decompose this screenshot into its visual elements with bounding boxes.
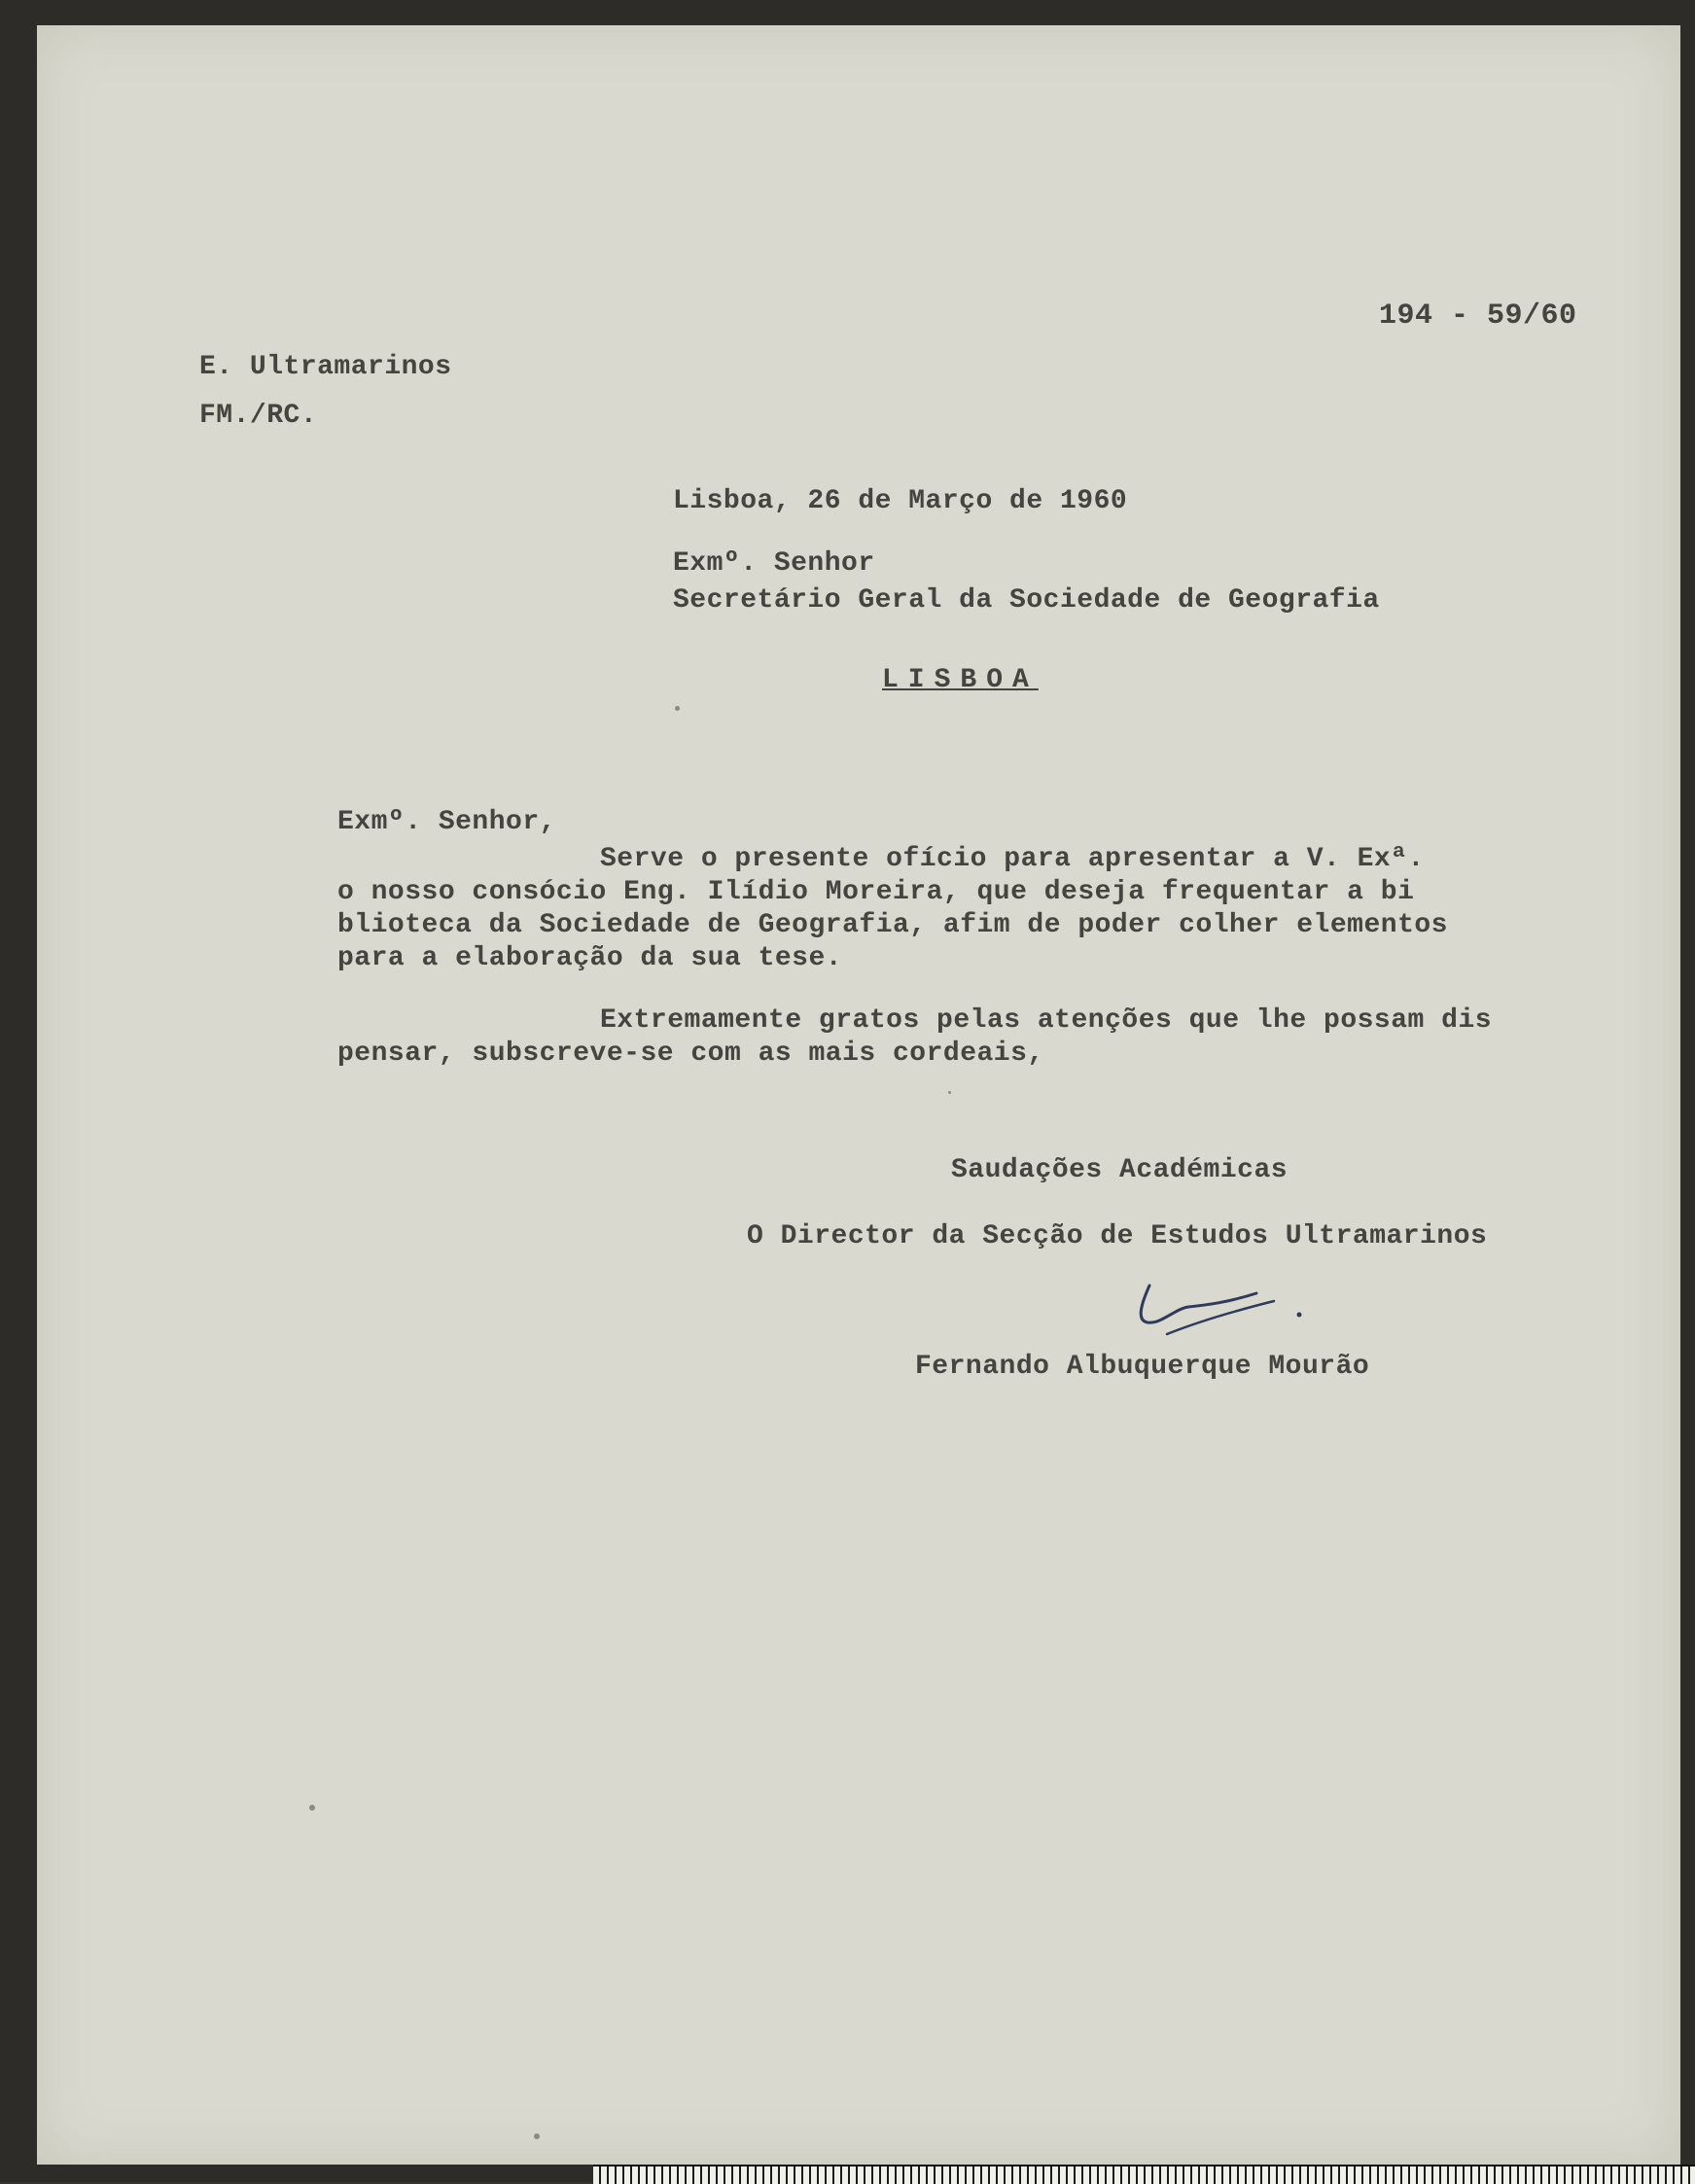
body-line: para a elaboração da sua tese. — [337, 943, 843, 973]
signer-name: Fernando Albuquerque Mourão — [915, 1352, 1370, 1382]
closing-line: Saudações Académicas — [951, 1155, 1289, 1185]
salutation: Exmº. Senhor, — [337, 807, 556, 837]
addressee-line-2: Secretário Geral da Sociedade de Geografia — [673, 585, 1380, 616]
department-line: E. Ultramarinos — [199, 352, 452, 382]
addressee-line-1: Exmº. Senhor — [673, 548, 875, 579]
body-line: o nosso consócio Eng. Ilídio Moreira, que deseja frequentar a bi — [337, 877, 1415, 907]
letter-paper — [37, 25, 1680, 2165]
date-line: Lisboa, 26 de Março de 1960 — [673, 486, 1128, 516]
body-line: pensar, subscreve-se com as mais cordeais, — [337, 1039, 1044, 1069]
body-line: blioteca da Sociedade de Geografia, afim de poder colher elementos — [337, 910, 1448, 940]
handwritten-signature — [1128, 1264, 1303, 1352]
measurement-scale-bar — [593, 2165, 1695, 2184]
body-line: Serve o presente ofício para apresentar a V. Exª. — [600, 844, 1425, 874]
reference-number: 194 - 59/60 — [1379, 299, 1577, 333]
initials-line: FM./RC. — [199, 401, 318, 431]
city-heading: LISBOA — [882, 665, 1039, 695]
body-line: Extremamente gratos pelas atenções que lhe possam dis — [600, 1005, 1493, 1036]
signer-title: O Director da Secção de Estudos Ultramarinos — [747, 1221, 1488, 1251]
